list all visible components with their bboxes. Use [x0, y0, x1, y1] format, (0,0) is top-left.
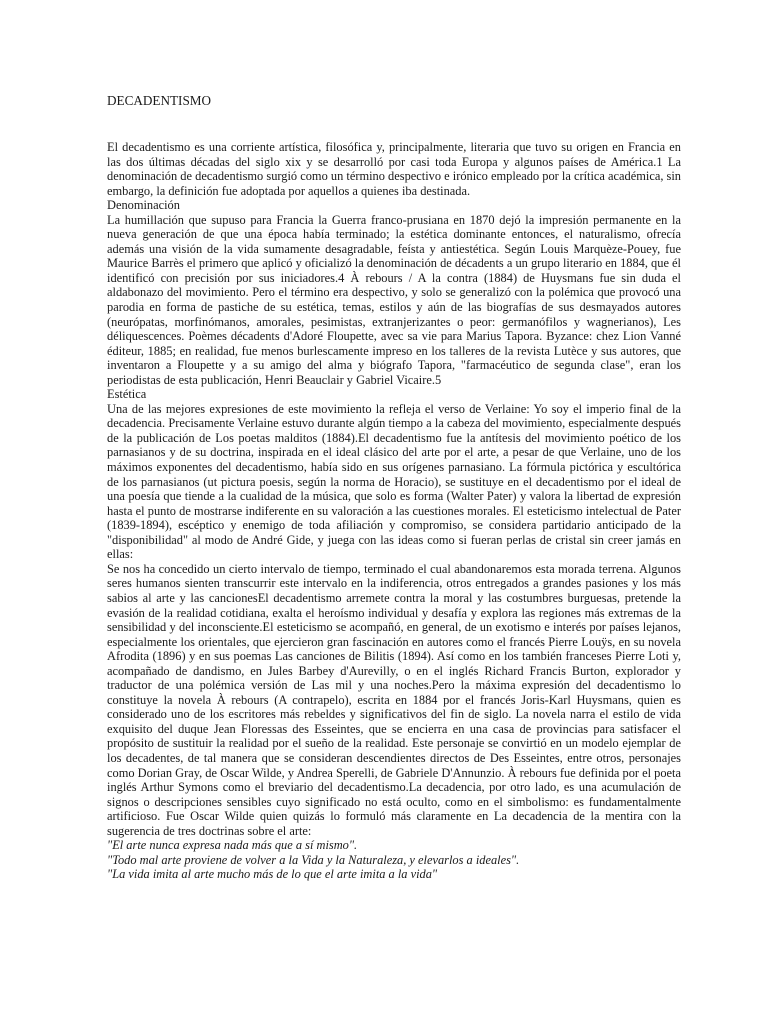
- section-heading-denominacion: Denominación: [107, 198, 180, 213]
- estetica-paragraph: Una de las mejores expresiones de este movimiento la refleja el verso de Verlaine: Yo soy el imperio final de la decadencia. Precisamente Verlaine estuvo durante algún tiempo a la cabeza del movimiento, especialmente después de la publicación de Los poetas malditos (1884).El decadentismo fue la antítesis del movimiento poético de los parnasianos y de su doctrina, inspirada en el ideal clásico del arte por el arte, a pesar de que Verlaine, uno de los máximos exponentes del decadentismo, había sido en sus orígenes parnasiano. La fórmula pictórica y escultórica de los parnasianos (ut pictura poesis, según la norma de Horacio), se sustituye en el decadentismo por el ideal de una poesía que tiende a la cualidad de la música, que solo es forma (Walter Pater) y valora la libertad de expresión hasta el punto de mostrarse indiferente en su valoración a las cuestiones morales. El esteticismo intelectual de Pater (1839-1894), escéptico y enemigo de toda afiliación y compromiso, se considera partidario anticipado de la "disponibilidad" al modo de André Gide, y juega con las ideas como si fueran perlas de cristal sin creer jamás en ellas:: [107, 401, 681, 562]
- section-heading-estetica: Estética: [107, 387, 147, 402]
- document-body: [107, 140, 681, 882]
- intro-paragraph: El decadentismo es una corriente artística, filosófica y, principalmente, literaria que tuvo su origen en Francia en las dos últimas décadas del siglo xix y se desarrolló por casi toda Europa y algunos países de América.1 La denominación de decadentismo surgió como un término despectivo e irónico empleado por la crítica académica, sin embargo, la definición fue adoptada por aquellos a quienes iba destinada.: [107, 140, 681, 198]
- document-title: DECADENTISMO: [107, 93, 212, 108]
- denominacion-paragraph: La humillación que supuso para Francia la Guerra franco-prusiana en 1870 dejó la impresión permanente en la nueva generación de que una época había terminado; la estética dominante entonces, el naturalismo, ofrecía además una visión de la vida sumamente desagradable, feísta y antiestética. Según Louis Marquèze-Pouey, fue Maurice Barrès el primero que aplicó y oficializó la denominación de décadents a un grupo literario en 1884, que él identificó con precisión por sus iniciadores.4 À rebours / A la contra (1884) de Huysmans fue sin duda el aldabonazo del movimiento. Pero el término era despectivo, y solo se generalizó con la polémica que provocó una parodia en forma de pastiche de su estética, temas, estilos y aún de las biografías de sus desmayados autores (neurópatas, morfinómanos, amorales, pesimistas, extranjerizantes o peor: germanófilos y wagnerianos), Les déliquescences. Poèmes décadents d'Adoré Floupette, avec sa vie para Marius Tapora. Byzance: chez Lion Vanné éditeur, 1885; en realidad, fue menos burlescamente impreso en los talleres de la revista Lutèce y sus autores, que inventaron a Floupette y a su amigo del alma y biógrafo Tapora, "farmacéutico de segunda clase", eran los periodistas de esta publicación, Henri Beauclair y Gabriel Vicaire.5: [107, 212, 681, 387]
- intervalo-paragraph: Se nos ha concedido un cierto intervalo de tiempo, terminado el cual abandonaremos esta morada terrena. Algunos seres humanos sienten transcurrir este intervalo en la indiferencia, otros entregados a grandes pasiones y los más sabios al arte y las cancionesEl decadentismo arremete contra la moral y las costumbres burguesas, pretende la evasión de la realidad cotidiana, exalta el heroísmo individual y desafía y explora las regiones más extremas de la sensibilidad y del inconsciente.El esteticismo se acompañó, en general, de un exotismo e interés por países lejanos, especialmente los orientales, que ejercieron gran fascinación en autores como el francés Pierre Louÿs, en su novela Afrodita (1896) y en sus poemas Las canciones de Bilitis (1894). Así como en los también franceses Pierre Loti y, acompañado de dandismo, en Jules Barbey d'Aurevilly, o en el inglés Richard Francis Burton, explorador y traductor de una polémica versión de Las mil y una noches.Pero la máxima expresión del decadentismo lo constituye la novela À rebours (A contrapelo), escrita en 1884 por el francés Joris-Karl Huysmans, quien es considerado uno de los escritores más rebeldes y significativos del fin de siglo. La novela narra el estilo de vida exquisito del duque Jean Floressas des Esseintes, que se encierra en una casa de provincias para satisfacer el propósito de sustituir la realidad por el sueño de la realidad. Este personaje se convirtió en un modelo ejemplar de los decadentes, de tal manera que se consideran descendientes directos de Des Esseintes, entre otros, personajes como Dorian Gray, de Oscar Wilde, y Andrea Sperelli, de Gabriele D'Annunzio. À rebours fue definida por el poeta inglés Arthur Symons como el breviario del decadentismo.La decadencia, por otro lado, es una acumulación de signos o descripciones sensibles cuyo significado no está oculto, como en el simbolismo: es fundamentalmente artificioso. Fue Oscar Wilde quien quizás lo formuló más claramente en La decadencia de la mentira con la sugerencia de tres doctrinas sobre el arte:: [107, 561, 681, 838]
- quote-line-2: "Todo mal arte proviene de volver a la Vida y la Naturaleza, y elevarlos a ideales".: [107, 852, 520, 867]
- quote-line-3: "La vida imita al arte mucho más de lo que el arte imita a la vida": [107, 867, 438, 882]
- quote-line-1: "El arte nunca expresa nada más que a sí mismo".: [107, 838, 358, 853]
